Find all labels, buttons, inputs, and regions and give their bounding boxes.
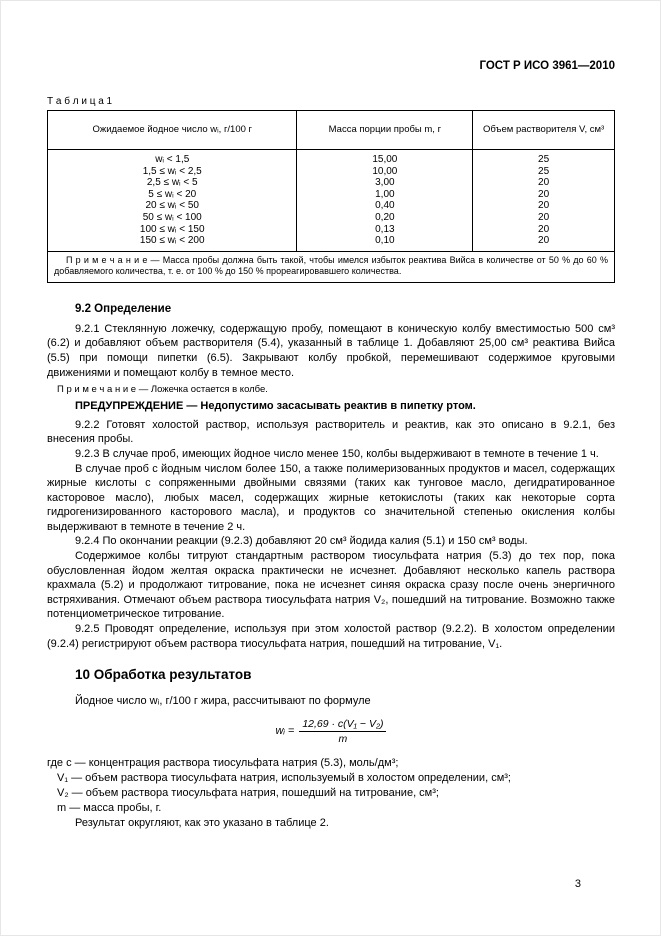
document-header: ГОСТ Р ИСО 3961—2010 <box>479 60 615 72</box>
formula-denominator: m <box>338 732 348 745</box>
section-9-2-heading: 9.2 Определение <box>75 302 172 315</box>
formula-fraction <box>299 718 386 745</box>
table-cell: 10,00 <box>297 166 473 178</box>
table-cell: 20 <box>473 189 615 201</box>
table-cell: 20 ≤ wᵢ < 50 <box>48 200 297 212</box>
legend-line-c: где c — концентрация раствора тиосульфата натрия (5.3), моль/дм³; <box>47 756 399 769</box>
table-cell: 5 ≤ wᵢ < 20 <box>48 189 297 201</box>
table-cell: 1,5 ≤ wᵢ < 2,5 <box>48 166 297 178</box>
table-caption: Т а б л и ц а 1 <box>47 96 113 107</box>
table-row <box>48 177 615 189</box>
table-cell: 0,20 <box>297 212 473 224</box>
formula-intro: Йодное число wᵢ, г/100 г жира, рассчитывают по формуле <box>75 695 371 708</box>
table-header-sample-mass: Масса порции пробы m, г <box>297 111 473 150</box>
paragraph-9-2-3: 9.2.3 В случае проб, имеющих йодное число менее 150, колбы выдерживают в темноте в течение 1 ч. <box>75 447 599 460</box>
table-cell: 20 <box>473 200 615 212</box>
paragraph-9-2-4: 9.2.4 По окончании реакции (9.2.3) добавляют 20 см³ йодида калия (5.1) и 150 см³ воды. <box>75 535 528 548</box>
table-cell: 100 ≤ wᵢ < 150 <box>48 224 297 236</box>
table-row <box>48 200 615 212</box>
table-row <box>48 224 615 236</box>
table-cell: 0,13 <box>297 224 473 236</box>
table-note: П р и м е ч а н и е — Масса пробы должна быть такой, чтобы имелся избыток реактива Вийса в количестве от 50 % до 60 % добавляемого количества, т. е. от 100 % до 150 % прореагировавшего количества. <box>48 251 615 282</box>
iodine-number-formula <box>47 718 615 745</box>
table-header-solvent-volume: Объем растворителя V, см³ <box>473 111 615 150</box>
formula-lhs: wᵢ = <box>275 725 295 738</box>
table-cell: 1,00 <box>297 189 473 201</box>
table-row <box>48 150 615 166</box>
paragraph-9-2-3-continued: В случае проб с йодным числом более 150, а также полимеризованных продуктов и масел, содержащих жирные кислоты с сопряженными двойными связями (таких как тунговое масло, дегидратированное касторовое масло), любых масел, содержащих жирные кетокислоты (таких как некоторые сорта гидрогенизированного касторового масла), и продуктов со значительной степенью окисления колбы выдерживают в темноте в течение 2 ч. <box>47 462 615 533</box>
paragraph-9-2-4-continued: Содержимое колбы титруют стандартным раствором тиосульфата натрия (5.3) до тех пор, пока обусловленная йодом желтая окраска практически не исчезнет. Добавляют несколько капель раствора крахмала (5.2) и продолжают титрование, пока не исчезнет синяя окраска сразу после очень энергичного встряхивания. Отмечают объем раствора тиосульфата натрия V₂, пошедший на титрование. Возможно также потенциометрическое титрование. <box>47 550 615 621</box>
closing-paragraph: Результат округляют, как это указано в таблице 2. <box>75 816 329 829</box>
table-cell: 2,5 ≤ wᵢ < 5 <box>48 177 297 189</box>
table-cell: 50 ≤ wᵢ < 100 <box>48 212 297 224</box>
iodine-value-table <box>47 110 615 283</box>
table-cell: 150 ≤ wᵢ < 200 <box>48 235 297 251</box>
table-cell: 3,00 <box>297 177 473 189</box>
legend-line-v1: V₁ — объем раствора тиосульфата натрия, используемый в холостом определении, см³; <box>57 771 511 784</box>
table-cell: 20 <box>473 212 615 224</box>
formula-legend <box>47 756 615 816</box>
section-10-heading: 10 Обработка результатов <box>75 667 252 683</box>
paragraph-9-2-2: 9.2.2 Готовят холостой раствор, используя растворитель и реактив, как это описано в 9.2.1, без внесения пробы. <box>47 418 615 446</box>
table-row <box>48 212 615 224</box>
table-cell: 25 <box>473 150 615 166</box>
table-cell: 25 <box>473 166 615 178</box>
table-note-row <box>48 251 615 282</box>
table-header-expected-iodine-number: Ожидаемое йодное число wᵢ, г/100 г <box>48 111 297 150</box>
table-cell: 20 <box>473 235 615 251</box>
paragraph-9-2-5: 9.2.5 Проводят определение, используя при этом холостой раствор (9.2.2). В холостом определении (9.2.4) регистрируют объем раствора тиосульфата натрия, пошедший на титрование, V₁. <box>47 623 615 650</box>
page-number: 3 <box>574 878 581 890</box>
note-9-2-1: П р и м е ч а н и е — Ложечка остается в колбе. <box>57 384 268 396</box>
paragraph-9-2-1: 9.2.1 Стеклянную ложечку, содержащую пробу, помещают в коническую колбу вместимостью 500 см³ (6.2) и добавляют объем растворителя (5.4), указанный в таблице 1. Добавляют 25,00 см³ реактива Вийса (5.5) при помощи пипетки (6.5). Закрывают колбу пробкой, перемешивают содержимое круговыми движениями и помещают колбу в темное место. <box>47 322 615 379</box>
table-cell: 0,10 <box>297 235 473 251</box>
table-row <box>48 189 615 201</box>
table-row <box>48 235 615 251</box>
table-cell: 0,40 <box>297 200 473 212</box>
legend-line-m: m — масса пробы, г. <box>57 801 162 814</box>
table-row <box>48 166 615 178</box>
table-cell: 15,00 <box>297 150 473 166</box>
formula-numerator: 12,69 · c(V₁ − V₂) <box>299 718 386 732</box>
table-cell: wᵢ < 1,5 <box>48 150 297 166</box>
legend-line-v2: V₂ — объем раствора тиосульфата натрия, пошедший на титрование, см³; <box>57 786 439 799</box>
table-cell: 20 <box>473 177 615 189</box>
warning-paragraph: ПРЕДУПРЕЖДЕНИЕ — Недопустимо засасывать реактив в пипетку ртом. <box>75 400 476 413</box>
table-cell: 20 <box>473 224 615 236</box>
table-header-row <box>48 111 615 150</box>
